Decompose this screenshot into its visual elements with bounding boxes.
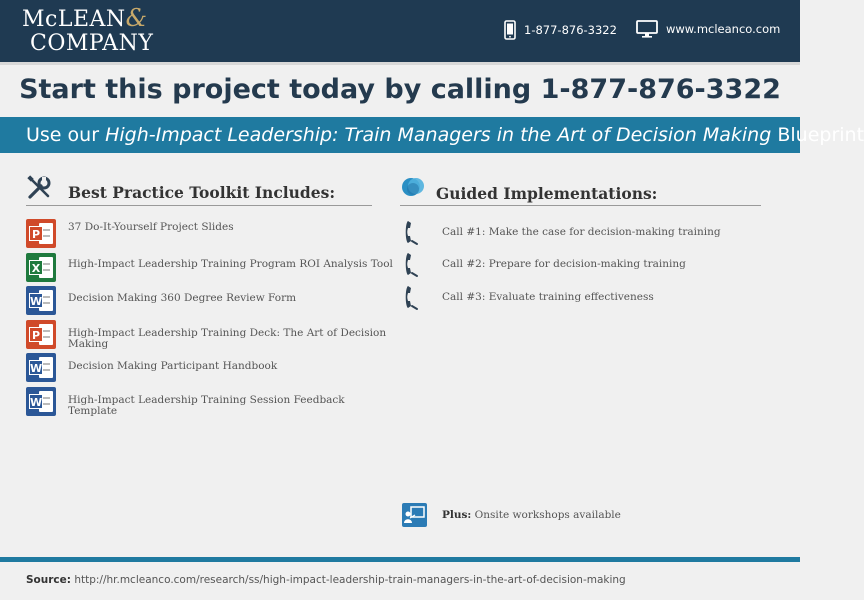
header-bar — [0, 0, 800, 62]
guided-section-title: Guided Implementations: — [436, 184, 658, 203]
blueprint-banner — [0, 117, 864, 153]
logo-text-company: COMPANY — [30, 31, 154, 56]
call-label: Call #3: Evaluate training effectiveness — [442, 291, 654, 303]
toolkit-item-label: High-Impact Leadership Training Deck: The Art of Decision Making — [68, 327, 387, 350]
toolkit-item-label: High-Impact Leadership Training Program ROI Analysis Tool — [68, 258, 393, 270]
guided-divider — [400, 205, 761, 206]
plus-label: Plus: — [442, 509, 472, 521]
list-item[interactable] — [404, 284, 654, 310]
toolkit-item-label: Decision Making Participant Handbook — [68, 360, 278, 372]
call-label: Call #1: Make the case for decision-making training — [442, 226, 721, 238]
toolkit-item-label: High-Impact Leadership Training Session Feedback Template — [68, 394, 345, 417]
page-headline: Start this project today by calling 1-877-876-3322 — [19, 74, 781, 105]
toolkit-divider — [26, 205, 372, 206]
plus-text: Onsite workshops available — [471, 509, 621, 521]
wrench-screwdriver-icon — [27, 176, 53, 200]
footer-divider — [0, 557, 800, 562]
telephone-handset-icon — [404, 284, 420, 310]
source-url: http://hr.mcleanco.com/research/ss/high-impact-leadership-train-managers-in-the-art-of-decision-making — [70, 574, 626, 586]
source-citation[interactable] — [26, 574, 626, 586]
telephone-handset-icon — [404, 219, 420, 245]
toolkit-section-title: Best Practice Toolkit Includes: — [68, 183, 336, 202]
list-item[interactable] — [26, 387, 396, 417]
logo-ampersand: & — [125, 4, 148, 32]
word-file-icon — [26, 286, 56, 315]
list-item[interactable] — [26, 353, 396, 382]
file-type-letter: W — [30, 295, 43, 308]
toolkit-item-label: Decision Making 360 Degree Review Form — [68, 292, 297, 304]
company-logo[interactable] — [22, 6, 153, 56]
toolkit-item-label: 37 Do-It-Yourself Project Slides — [68, 221, 234, 233]
chat-bubbles-icon — [401, 177, 427, 199]
website-url: www.mcleanco.com — [666, 22, 781, 36]
word-file-icon — [26, 387, 56, 416]
website-link[interactable] — [636, 20, 780, 38]
file-type-letter: P — [29, 226, 43, 241]
phone-number: 1-877-876-3322 — [524, 23, 617, 37]
excel-file-icon — [26, 253, 56, 282]
file-type-letter: W — [30, 362, 43, 375]
file-type-letter: W — [30, 396, 43, 409]
source-label: Source: — [26, 574, 71, 586]
telephone-handset-icon — [404, 251, 420, 277]
list-item[interactable] — [26, 219, 396, 248]
list-item[interactable] — [404, 251, 686, 277]
list-item[interactable] — [26, 253, 396, 282]
header-divider — [0, 62, 800, 65]
call-label: Call #2: Prepare for decision-making training — [442, 258, 686, 270]
phone-contact[interactable] — [504, 20, 617, 40]
file-type-letter: P — [29, 327, 43, 342]
mobile-phone-icon — [504, 20, 516, 40]
list-item[interactable] — [26, 286, 396, 315]
banner-blueprint-title: High-Impact Leadership: Train Managers in the Art of Decision Making — [105, 124, 772, 146]
monitor-icon — [636, 20, 658, 38]
file-type-letter: X — [29, 260, 43, 275]
powerpoint-file-icon — [26, 219, 56, 248]
onsite-workshops-note[interactable] — [402, 503, 621, 527]
powerpoint-file-icon — [26, 320, 56, 349]
banner-suffix: Blueprint — [771, 124, 864, 146]
presenter-icon — [402, 503, 427, 527]
list-item[interactable] — [26, 320, 396, 350]
word-file-icon — [26, 353, 56, 382]
banner-prefix: Use our — [26, 124, 106, 146]
logo-text-mclean: McLEAN — [22, 7, 126, 32]
list-item[interactable] — [404, 219, 721, 245]
